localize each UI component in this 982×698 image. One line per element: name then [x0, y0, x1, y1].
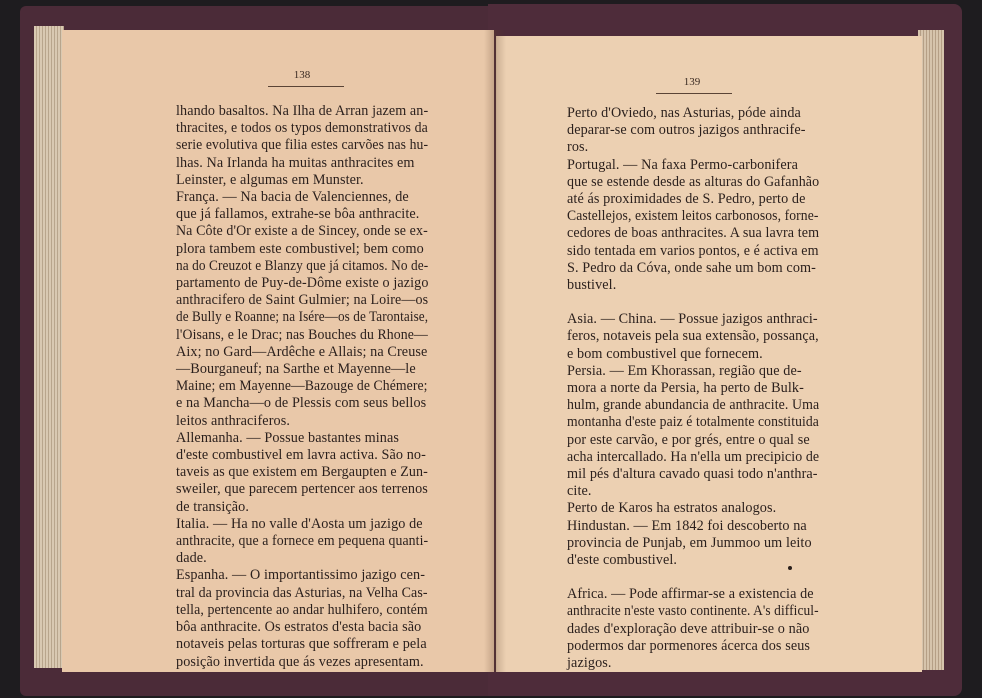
paragraph-gap — [567, 569, 819, 586]
text-line: plora tambem este combustivel; bem como — [176, 240, 424, 257]
text-line: de Bully e Roanne; na Isére—os de Tarontaise, — [176, 309, 429, 326]
text-line: que se estende desde as alturas do Gafanhão — [567, 173, 820, 190]
page-edges-left — [34, 26, 64, 668]
text-line: Italia. — Ha no valle d'Aosta um jazigo de — [176, 515, 423, 532]
text-line: Perto de Karos ha estratos analogos. — [567, 500, 777, 517]
text-line: cedores de boas anthracites. A sua lavra tem — [567, 225, 820, 242]
paragraph-gap — [567, 294, 819, 311]
text-line: dades d'exploração deve attribuir-se o não — [567, 620, 810, 637]
text-line: lhando basaltos. Na Ilha de Arran jazem an- — [176, 103, 429, 119]
text-line: anthracite n'este vasto continente. A's difficul- — [567, 603, 819, 620]
text-line: deparar-se com outros jazigos anthracife- — [567, 122, 806, 139]
text-line: tella, pertencente ao andar hulhifero, contém — [176, 601, 428, 618]
text-line: que já fallamos, extrahe-se bôa anthracite. — [176, 206, 420, 223]
text-line: ros. — [567, 139, 589, 156]
text-line: bustivel. — [567, 277, 617, 294]
text-line: tral da provincia das Asturias, na Velha Cas- — [176, 584, 428, 601]
text-line: leitos anthraciferos. — [176, 412, 290, 429]
text-line: cite. — [567, 483, 592, 500]
text-line: thracites, e todos os typos demonstrativos da — [176, 120, 428, 137]
text-line: Hindustan. — Em 1842 foi descoberto na — [567, 517, 807, 534]
text-line: mora a norte da Persia, ha perto de Bulk- — [567, 380, 804, 397]
text-line: d'este combustivel. — [567, 552, 678, 569]
text-line: lhas. Na Irlanda ha muitas anthracites em — [176, 154, 415, 171]
text-line: anthracite, que a fornece em pequena quanti- — [176, 533, 429, 550]
text-line: acha intercallado. Ha n'ella um precipicio de — [567, 448, 820, 465]
text-line: por este carvão, e por grés, entre o qual se — [567, 431, 810, 448]
left-header-rule — [268, 86, 344, 87]
text-line: Na Côte d'Or existe a de Sincey, onde se ex- — [176, 223, 428, 240]
text-line: na do Creuzot e Blanzy que já citamos. No de- — [176, 257, 429, 274]
text-line: Allemanha. — Possue bastantes minas — [176, 429, 399, 446]
text-line: podermos dar pormenores ácerca dos seus — [567, 637, 811, 654]
text-line: e na Mancha—o de Plessis com seus bellos — [176, 395, 427, 412]
right-header-rule — [656, 93, 732, 94]
text-line: jazigos. — [567, 655, 612, 672]
left-page-number: 138 — [293, 69, 311, 81]
text-line: de transição. — [176, 498, 249, 515]
text-line: d'este combustivel em lavra activa. São no- — [176, 447, 426, 464]
ink-speck — [788, 566, 792, 570]
text-line: Portugal. — Na faxa Permo-carbonifera — [567, 156, 799, 173]
text-line: França. — Na bacia de Valenciennes, de — [176, 189, 409, 206]
right-page-text — [567, 105, 819, 672]
text-line: e bom combustivel que fornecem. — [567, 345, 763, 362]
text-line: taveis as que existem em Bergaupten e Zun- — [176, 464, 428, 481]
text-line: Espanha. — O importantissimo jazigo cen- — [176, 567, 426, 584]
text-line: anthracifero de Saint Gulmier; na Loire—os — [176, 292, 429, 309]
text-line: até ás proximidades de S. Pedro, perto de — [567, 191, 806, 208]
text-line: partamento de Puy-de-Dôme existe o jazigo — [176, 275, 429, 292]
text-line: Castellejos, existem leitos carbonosos, forne- — [567, 208, 819, 225]
book-gutter — [484, 30, 506, 672]
text-line: Leinster, e algumas em Munster. — [176, 171, 364, 188]
text-line: —Bourganeuf; na Sarthe et Mayenne—le — [176, 361, 416, 378]
text-line: notaveis pelas torturas que soffreram e pela — [176, 636, 427, 653]
text-line: feros, notaveis pela sua extensão, possança, — [567, 328, 819, 345]
text-line: Africa. — Pode affirmar-se a existencia de — [567, 586, 814, 603]
text-line: posição invertida que ás vezes apresentam. — [176, 653, 424, 670]
text-line: Maine; em Mayenne—Bazouge de Chémere; — [176, 378, 428, 395]
text-line: mil pés d'altura cavado quasi todo n'anthra- — [567, 466, 818, 483]
text-line: bôa anthracite. Os estratos d'esta bacia são — [176, 619, 422, 636]
text-line: hulm, grande abundancia de anthracite. Uma — [567, 397, 820, 414]
text-line: sweiler, que parecem pertencer aos terrenos — [176, 481, 428, 498]
text-line: Asia. — China. — Possue jazigos anthraci- — [567, 311, 818, 328]
text-line: dade. — [176, 550, 207, 567]
text-line: serie evolutiva que filia estes carvões nas hu- — [176, 137, 429, 154]
text-line: Persia. — Em Khorassan, região que de- — [567, 362, 802, 379]
text-line: Aix; no Gard—Ardêche e Allais; na Creuse — [176, 343, 428, 360]
right-page-number: 139 — [683, 76, 701, 88]
text-line: l'Oisans, e le Drac; nas Bouches du Rhone— — [176, 326, 428, 343]
text-line: provincia de Punjab, em Jummoo um leito — [567, 534, 812, 551]
text-line: S. Pedro da Cóva, onde sahe um bom com- — [567, 259, 816, 276]
text-line: sido tentada em varios pontos, e é activa em — [567, 242, 819, 259]
left-page-text — [176, 103, 428, 671]
text-line: Perto d'Oviedo, nas Asturias, póde ainda — [567, 105, 801, 121]
text-line: montanha d'este paiz é totalmente constituida — [567, 414, 819, 431]
